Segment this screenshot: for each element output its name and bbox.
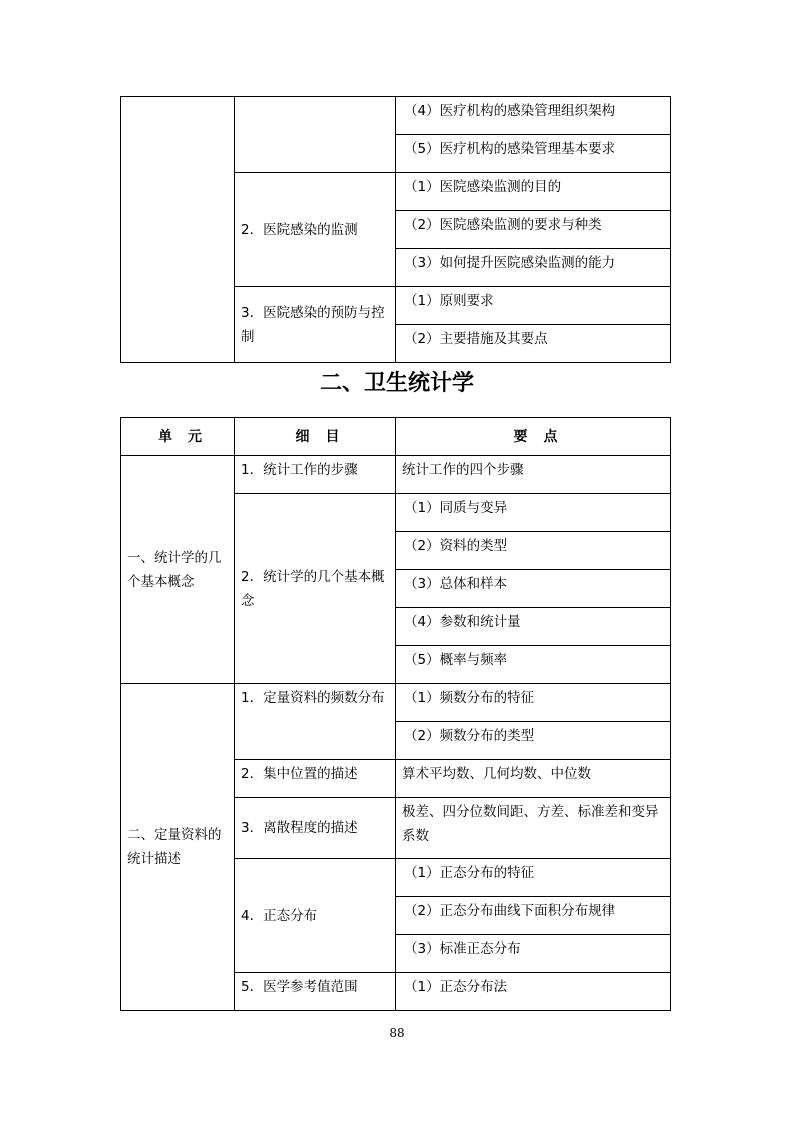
point-cell: （1）原则要求 — [396, 287, 671, 325]
unit-cell: 二、定量资料的统计描述 — [121, 684, 235, 1011]
header-detail: 细 目 — [235, 418, 396, 456]
point-cell: （4）医疗机构的感染管理组织架构 — [396, 97, 671, 135]
unit-cell: 一、统计学的几个基本概念 — [121, 456, 235, 684]
point-cell: （2）主要措施及其要点 — [396, 325, 671, 363]
detail-cell: 2．集中位置的描述 — [235, 760, 396, 798]
point-cell: （1）正态分布的特征 — [396, 859, 671, 897]
detail-cell-empty — [235, 97, 396, 173]
detail-cell: 1．统计工作的步骤 — [235, 456, 396, 494]
point-cell: 极差、四分位数间距、方差、标准差和变异系数 — [396, 798, 671, 859]
health-statistics-table — [120, 417, 671, 1011]
point-cell: （2）医院感染监测的要求与种类 — [396, 211, 671, 249]
point-cell: （1）同质与变异 — [396, 494, 671, 532]
point-cell: （1）频数分布的特征 — [396, 684, 671, 722]
point-cell: （1）正态分布法 — [396, 973, 671, 1011]
infection-control-table-continued — [120, 96, 671, 363]
unit-cell-empty — [121, 97, 235, 363]
detail-cell: 2．统计学的几个基本概念 — [235, 494, 396, 684]
point-cell: （2）正态分布曲线下面积分布规律 — [396, 897, 671, 935]
header-unit: 单 元 — [121, 418, 235, 456]
detail-cell: 3．离散程度的描述 — [235, 798, 396, 859]
detail-cell: 4．正态分布 — [235, 859, 396, 973]
point-cell: （5）概率与频率 — [396, 646, 671, 684]
page-number: 88 — [389, 1026, 405, 1040]
point-cell: （2）频数分布的类型 — [396, 722, 671, 760]
section-title: 二、卫生统计学 — [319, 370, 474, 396]
header-point: 要 点 — [396, 418, 671, 456]
point-cell: （1）医院感染监测的目的 — [396, 173, 671, 211]
point-cell: （4）参数和统计量 — [396, 608, 671, 646]
point-cell: （3）总体和样本 — [396, 570, 671, 608]
detail-cell: 1．定量资料的频数分布 — [235, 684, 396, 760]
point-cell: （3）标准正态分布 — [396, 935, 671, 973]
point-cell: 算术平均数、几何均数、中位数 — [396, 760, 671, 798]
point-cell: 统计工作的四个步骤 — [396, 456, 671, 494]
detail-cell: 3．医院感染的预防与控制 — [235, 287, 396, 363]
point-cell: （5）医疗机构的感染管理基本要求 — [396, 135, 671, 173]
point-cell: （3）如何提升医院感染监测的能力 — [396, 249, 671, 287]
detail-cell: 2．医院感染的监测 — [235, 173, 396, 287]
point-cell: （2）资料的类型 — [396, 532, 671, 570]
detail-cell: 5．医学参考值范围 — [235, 973, 396, 1011]
